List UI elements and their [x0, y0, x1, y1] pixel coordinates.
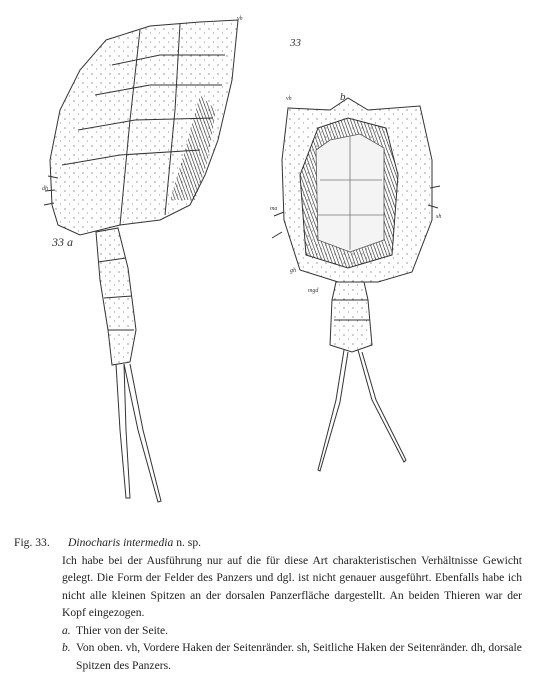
label-dh: dh [42, 186, 48, 192]
item-key: b. [62, 641, 71, 654]
species-suffix: n. sp. [173, 536, 202, 549]
caption-heading [14, 534, 522, 552]
caption-body: Ich habe bei der Ausführung nur auf die für diese Art charakteristischen Verhältnisse Gewicht gelegt. Die Form der Felder des Panzers und dgl. ist nicht genauer ausgeführt. Ebenfalls habe ich nicht alle kleinen Spitzen an der dorsalen Panzerfläche dargestellt. An beiden Thieren war der Kopf eingezogen. [62, 553, 522, 619]
figure-number: Fig. 33. [14, 536, 50, 549]
item-text: Thier von der Seite. [76, 623, 169, 637]
plate-number: 33 [290, 37, 301, 49]
label-vh-side: vh [237, 16, 243, 22]
label-ma: ma [270, 206, 278, 212]
item-key: a. [62, 623, 71, 637]
dorsal-toe [318, 350, 348, 471]
dorsal-view-specimen [272, 98, 440, 471]
label-vh-dorsal: vh [286, 96, 292, 102]
label-sh: sh [436, 214, 442, 220]
caption-item-a [62, 622, 522, 640]
side-view-specimen [44, 20, 238, 502]
label-gh: gh [290, 268, 296, 274]
label-mgd: mgd [308, 288, 319, 294]
side-toe [124, 364, 161, 502]
dorsal-foot [330, 282, 372, 352]
caption-item-b [62, 639, 522, 674]
dorsal-toe [358, 350, 406, 462]
item-text: Von oben. vh, Vordere Haken der Seitenränder. sh, Seitliche Haken der Seitenränder. dh, dorsale Spitzen des Panzers. [76, 641, 522, 672]
species-name: Dinocharis intermedia [68, 536, 174, 549]
label-b: b [340, 91, 346, 103]
side-view-label: 33 a [52, 235, 73, 249]
figure-caption [14, 534, 522, 674]
